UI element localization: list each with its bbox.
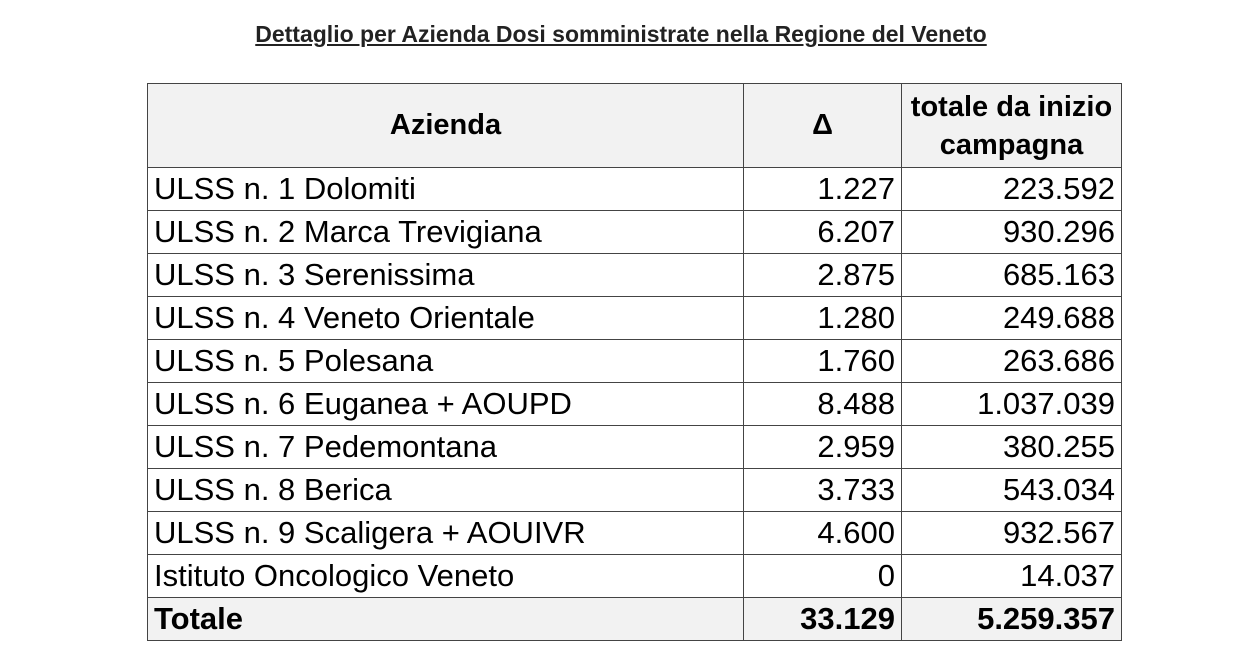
cell-totale: 930.296 [902, 211, 1122, 254]
cell-azienda: ULSS n. 3 Serenissima [148, 254, 744, 297]
table-header-row [148, 84, 1122, 168]
cell-totale: 223.592 [902, 168, 1122, 211]
cell-totale: 380.255 [902, 426, 1122, 469]
cell-totale: 543.034 [902, 469, 1122, 512]
table-row [148, 383, 1122, 426]
cell-delta: 1.227 [744, 168, 902, 211]
table-row [148, 297, 1122, 340]
cell-totale: 14.037 [902, 555, 1122, 598]
cell-azienda: ULSS n. 4 Veneto Orientale [148, 297, 744, 340]
table-row [148, 555, 1122, 598]
cell-delta: 0 [744, 555, 902, 598]
total-row [148, 598, 1122, 641]
table-row [148, 512, 1122, 555]
cell-delta: 1.280 [744, 297, 902, 340]
total-delta: 33.129 [744, 598, 902, 641]
cell-azienda: ULSS n. 7 Pedemontana [148, 426, 744, 469]
header-totale: totale da inizio campagna [902, 84, 1122, 168]
table-row [148, 211, 1122, 254]
cell-delta: 3.733 [744, 469, 902, 512]
total-label: Totale [148, 598, 744, 641]
table-row [148, 469, 1122, 512]
total-totale: 5.259.357 [902, 598, 1122, 641]
table-row [148, 426, 1122, 469]
cell-azienda: ULSS n. 8 Berica [148, 469, 744, 512]
cell-totale: 263.686 [902, 340, 1122, 383]
page-title: Dettaglio per Azienda Dosi somministrate nella Regione del Veneto [255, 21, 987, 47]
header-delta: Δ [744, 84, 902, 168]
doses-table [147, 83, 1122, 641]
cell-totale: 685.163 [902, 254, 1122, 297]
table-row [148, 254, 1122, 297]
cell-azienda: ULSS n. 6 Euganea + AOUPD [148, 383, 744, 426]
cell-delta: 2.959 [744, 426, 902, 469]
cell-azienda: ULSS n. 1 Dolomiti [148, 168, 744, 211]
table-row [148, 340, 1122, 383]
cell-delta: 6.207 [744, 211, 902, 254]
cell-azienda: ULSS n. 9 Scaligera + AOUIVR [148, 512, 744, 555]
cell-delta: 4.600 [744, 512, 902, 555]
cell-delta: 8.488 [744, 383, 902, 426]
cell-azienda: Istituto Oncologico Veneto [148, 555, 744, 598]
header-azienda: Azienda [148, 84, 744, 168]
cell-totale: 1.037.039 [902, 383, 1122, 426]
cell-totale: 249.688 [902, 297, 1122, 340]
cell-totale: 932.567 [902, 512, 1122, 555]
cell-delta: 2.875 [744, 254, 902, 297]
cell-azienda: ULSS n. 2 Marca Trevigiana [148, 211, 744, 254]
cell-delta: 1.760 [744, 340, 902, 383]
cell-azienda: ULSS n. 5 Polesana [148, 340, 744, 383]
table-row [148, 168, 1122, 211]
table-body [148, 168, 1122, 641]
